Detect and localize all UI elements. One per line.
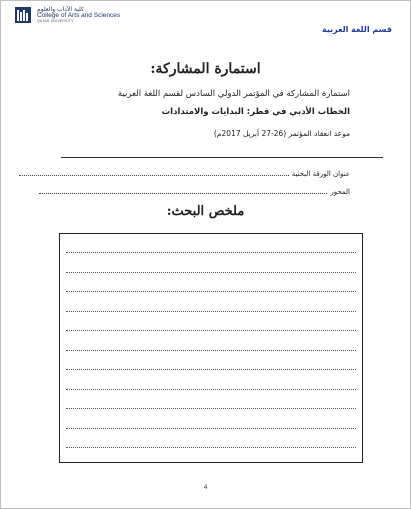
conference-date: موعد انعقاد المؤتمر (26-27 أبريل 2017م) xyxy=(213,129,350,138)
logo-english-text: College of Arts and Sciences xyxy=(37,12,121,19)
abstract-writing-line[interactable] xyxy=(66,311,356,312)
axis-label: المحور xyxy=(330,188,350,196)
abstract-writing-line[interactable] xyxy=(66,291,356,292)
paper-title-field[interactable] xyxy=(19,167,350,178)
conference-theme: الخطاب الأدبي في قطر: البدايات والامتدادات xyxy=(161,107,350,117)
form-title: استمارة المشاركة: xyxy=(150,61,261,77)
abstract-title: ملخص البحث: xyxy=(166,204,245,219)
page-number: 4 xyxy=(203,484,208,491)
paper-title-input-line[interactable] xyxy=(19,167,289,176)
abstract-writing-line[interactable] xyxy=(66,408,356,409)
abstract-writing-line[interactable] xyxy=(66,350,356,351)
university-logo xyxy=(15,6,133,24)
logo-icon xyxy=(15,7,31,23)
abstract-writing-line[interactable] xyxy=(66,369,356,370)
conference-line: استمارة المشاركة في المؤتمر الدولي السادس لقسم اللغة العربية xyxy=(117,89,350,99)
separator-line xyxy=(61,157,383,158)
department-name: قسم اللغة العربية xyxy=(322,25,392,34)
abstract-writing-line[interactable] xyxy=(66,330,356,331)
paper-title-label: عنوان الورقة البحثية xyxy=(291,170,350,178)
abstract-writing-line[interactable] xyxy=(66,272,356,273)
abstract-box[interactable] xyxy=(59,233,363,463)
abstract-writing-line[interactable] xyxy=(66,252,356,253)
axis-field[interactable] xyxy=(39,185,350,196)
logo-university-text: QATAR UNIVERSITY xyxy=(37,19,74,23)
axis-input-line[interactable] xyxy=(39,185,327,194)
abstract-writing-line[interactable] xyxy=(66,447,356,448)
logo-arabic-text: كلية الآداب والعلوم xyxy=(37,6,84,13)
abstract-writing-line[interactable] xyxy=(66,428,356,429)
abstract-writing-line[interactable] xyxy=(66,389,356,390)
